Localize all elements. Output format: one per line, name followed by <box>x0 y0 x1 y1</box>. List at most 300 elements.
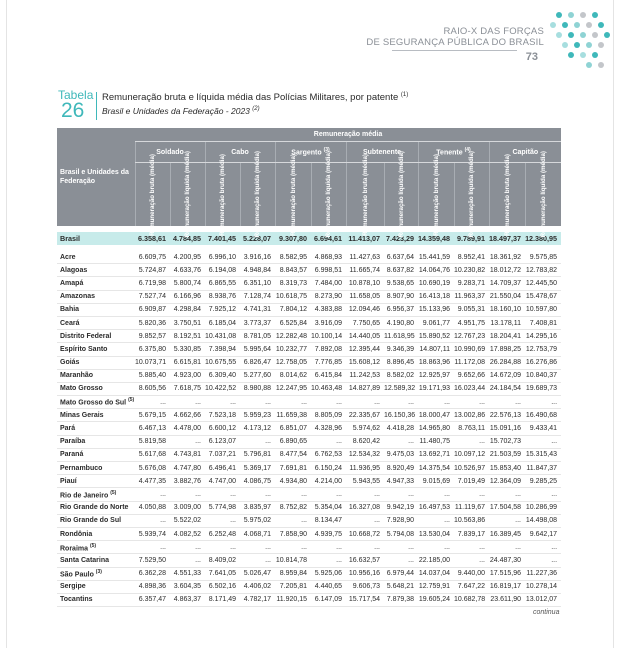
net-value-cell: 3.835,97 <box>240 501 275 514</box>
net-value-cell: 9.538,65 <box>384 277 418 290</box>
net-value-cell: 4.190,80 <box>384 316 418 329</box>
gross-value-cell: 16.389,45 <box>489 527 525 540</box>
gross-value-cell: 10.675,55 <box>205 356 240 369</box>
gross-value-cell: 6.252,48 <box>205 527 240 540</box>
net-remuneration-header <box>384 151 418 238</box>
net-value-cell: 4.086,75 <box>240 475 275 488</box>
decorative-dot-icon <box>556 12 562 18</box>
net-value-cell: ... <box>454 435 489 448</box>
table-row <box>57 409 561 422</box>
net-value-cell: 8.273,90 <box>311 290 346 303</box>
gross-value-cell: 8.014,62 <box>275 369 311 382</box>
net-value-cell: ... <box>384 435 418 448</box>
uf-name-cell <box>57 554 135 567</box>
net-value-cell: 4.863,37 <box>170 593 205 606</box>
decorative-dot-icon <box>562 42 568 48</box>
gross-value-cell: 10.956,16 <box>346 567 384 580</box>
decorative-dot-icon <box>574 42 580 48</box>
rank-header <box>418 142 489 163</box>
decorative-dot-icon <box>568 12 574 18</box>
gross-value-cell: 8.582,95 <box>275 251 311 264</box>
gross-value-cell: 14.965,80 <box>418 422 454 435</box>
gross-value-cell: 6.609,75 <box>135 251 170 264</box>
gross-value-cell: 6.996,10 <box>205 251 240 264</box>
header-line-1: RAIO-X DAS FORÇAS <box>443 26 544 37</box>
net-value-cell: 8.781,05 <box>240 330 275 343</box>
gross-remuneration-header <box>275 153 311 236</box>
gross-value-cell: 10.422,52 <box>205 382 240 395</box>
table-row <box>57 422 561 435</box>
gross-value-cell: 14.807,11 <box>418 343 454 356</box>
net-remuneration-header <box>170 151 205 238</box>
gross-value-cell: 5.724,87 <box>135 264 170 277</box>
net-value-cell: 4.747,80 <box>170 462 205 475</box>
uf-name-cell <box>57 475 135 488</box>
rotated-header-label: Remuneração líquida (média) <box>539 151 547 238</box>
gross-value-cell: 11.659,38 <box>275 409 311 422</box>
decorative-dot-icon <box>580 32 586 38</box>
net-remuneration-header <box>311 151 346 238</box>
net-value-cell: 10.682,78 <box>454 593 489 606</box>
net-value-cell: ... <box>311 396 346 409</box>
net-value-cell: 9.346,39 <box>384 343 418 356</box>
uf-name: Rio de Janeiro <box>60 492 109 500</box>
net-value-cell: 5.959,23 <box>240 409 275 422</box>
net-value-cell: 4.082,52 <box>170 527 205 540</box>
uf-name-cell <box>57 514 135 527</box>
net-value-cell: ... <box>170 488 205 501</box>
uf-name: Minas Gerais <box>60 411 104 419</box>
net-value-cell: 9.789,91 <box>454 232 489 245</box>
net-value-cell: 10.100,14 <box>311 330 346 343</box>
gross-value-cell: 12.094,46 <box>346 303 384 316</box>
net-value-cell: 4.951,75 <box>454 316 489 329</box>
gross-value-cell: 12.534,32 <box>346 448 384 461</box>
rotated-header-label: Remuneração líquida (média) <box>325 151 332 238</box>
uf-name: Amapá <box>60 279 84 287</box>
gross-value-cell: 11.242,53 <box>346 369 384 382</box>
rotated-header-label: Remuneração bruta (média) <box>289 153 297 236</box>
net-value-cell: 11.847,37 <box>525 462 561 475</box>
uf-name: Piauí <box>60 477 77 485</box>
gross-value-cell: 10.668,72 <box>346 527 384 540</box>
gross-value-cell: 19.171,93 <box>418 382 454 395</box>
gross-value-cell: 9.852,57 <box>135 330 170 343</box>
decorative-dot-icon <box>580 12 586 18</box>
net-value-cell: 14.498,08 <box>525 514 561 527</box>
net-value-cell: 9.433,41 <box>525 422 561 435</box>
gross-value-cell: ... <box>135 541 170 554</box>
net-value-cell: 13.012,07 <box>525 593 561 606</box>
gross-value-cell: 21.503,59 <box>489 448 525 461</box>
net-value-cell: 4.406,02 <box>240 580 275 593</box>
gross-remuneration-header <box>205 153 240 236</box>
uf-name: Paraná <box>60 451 84 459</box>
net-value-cell: 6.147,09 <box>311 593 346 606</box>
net-value-cell: ... <box>525 488 561 501</box>
gross-value-cell: 5.676,08 <box>135 462 170 475</box>
uf-note: (5) <box>110 489 117 496</box>
gross-value-cell: ... <box>418 514 454 527</box>
uf-name-cell <box>57 448 135 461</box>
net-value-cell: 5.925,06 <box>311 567 346 580</box>
table-row <box>57 303 561 316</box>
net-value-cell: 6.150,24 <box>311 462 346 475</box>
uf-name: Alagoas <box>60 266 88 274</box>
net-value-cell: ... <box>240 541 275 554</box>
gross-value-cell: 4.898,36 <box>135 580 170 593</box>
net-value-cell: 15.315,43 <box>525 448 561 461</box>
net-value-cell: ... <box>240 396 275 409</box>
gross-value-cell: 10.690,19 <box>418 277 454 290</box>
net-value-cell: 8.192,51 <box>170 330 205 343</box>
net-value-cell: 8.805,09 <box>311 409 346 422</box>
net-value-cell: 5.522,02 <box>170 514 205 527</box>
remuneracao-media-header: Remuneração média <box>135 128 561 142</box>
net-value-cell: 4.939,75 <box>311 527 346 540</box>
gross-value-cell: 15.091,16 <box>489 422 525 435</box>
gross-value-cell: 15.608,12 <box>346 356 384 369</box>
gross-value-cell: 10.431,08 <box>205 330 240 343</box>
page-number: 73 <box>525 51 538 63</box>
gross-value-cell: ... <box>135 396 170 409</box>
net-value-cell: 10.840,37 <box>525 369 561 382</box>
uf-name-cell <box>57 343 135 356</box>
decorative-dot-icon <box>568 52 574 58</box>
gross-remuneration-header <box>346 153 384 236</box>
uf-name: Ceará <box>60 319 80 327</box>
net-value-cell: ... <box>454 488 489 501</box>
rotated-header-label: Remuneração líquida (média) <box>468 151 475 238</box>
net-value-cell: 8.907,90 <box>384 290 418 303</box>
net-value-cell: 4.947,33 <box>384 475 418 488</box>
net-value-cell: 5.975,02 <box>240 514 275 527</box>
table-row <box>57 475 561 488</box>
gross-value-cell: 6.309,40 <box>205 369 240 382</box>
remuneration-table <box>57 128 561 607</box>
net-value-cell: 10.990,69 <box>454 343 489 356</box>
gross-value-cell: 17.515,96 <box>489 567 525 580</box>
net-value-cell: ... <box>311 435 346 448</box>
net-value-cell: 13.002,86 <box>454 409 489 422</box>
gross-value-cell: 11.480,75 <box>418 435 454 448</box>
net-value-cell: ... <box>384 488 418 501</box>
gross-value-cell: ... <box>205 396 240 409</box>
gross-value-cell: 7.529,50 <box>135 554 170 567</box>
net-value-cell: 4.068,71 <box>240 527 275 540</box>
gross-value-cell: 14.064,76 <box>418 264 454 277</box>
net-value-cell: 16.276,86 <box>525 356 561 369</box>
net-value-cell: ... <box>240 488 275 501</box>
gross-value-cell: 8.171,49 <box>205 593 240 606</box>
gross-value-cell: 6.865,55 <box>205 277 240 290</box>
net-value-cell: 16.023,44 <box>454 382 489 395</box>
rank-header-note: (3) <box>323 147 330 154</box>
net-value-cell: 5.794,08 <box>384 527 418 540</box>
gross-value-cell: ... <box>135 514 170 527</box>
net-value-cell: 10.463,48 <box>311 382 346 395</box>
title-note: (1) <box>400 92 409 98</box>
title-divider <box>96 92 97 120</box>
rank-header-label: Subtenente <box>362 148 402 156</box>
gross-value-cell: 13.530,04 <box>418 527 454 540</box>
net-value-cell: ... <box>170 554 205 567</box>
table-row <box>57 488 561 501</box>
uf-column-header: Brasil e Unidades da Federação <box>57 128 135 226</box>
gross-value-cell: 22.185,00 <box>418 554 454 567</box>
gross-value-cell: ... <box>489 396 525 409</box>
decorative-dot-icon <box>580 52 586 58</box>
gross-value-cell: 7.858,90 <box>275 527 311 540</box>
uf-name-cell <box>57 330 135 343</box>
decorative-dot-icon <box>556 32 562 38</box>
net-value-cell: 7.839,17 <box>454 527 489 540</box>
gross-value-cell: 14.037,04 <box>418 567 454 580</box>
gross-value-cell: 15.441,59 <box>418 251 454 264</box>
gross-value-cell: 14.375,54 <box>418 462 454 475</box>
gross-value-cell: 17.504,58 <box>489 501 525 514</box>
table-row <box>57 580 561 593</box>
decorative-dot-icon <box>586 22 592 28</box>
decorative-dot-icon <box>592 52 598 58</box>
gross-value-cell: 12.759,91 <box>418 580 454 593</box>
gross-value-cell: 18.497,37 <box>489 232 525 245</box>
gross-value-cell: 4.477,35 <box>135 475 170 488</box>
gross-value-cell: 9.307,80 <box>275 232 311 245</box>
gross-value-cell: 5.939,74 <box>135 527 170 540</box>
net-value-cell: 5.800,74 <box>170 277 205 290</box>
net-value-cell: 4.383,88 <box>311 303 346 316</box>
gross-value-cell: 6.909,87 <box>135 303 170 316</box>
gross-value-cell: 6.375,80 <box>135 343 170 356</box>
gross-remuneration-header <box>135 153 170 236</box>
rank-header-label: Tenente <box>436 149 463 157</box>
net-value-cell: 5.648,21 <box>384 580 418 593</box>
uf-name: Roraima <box>60 544 89 552</box>
net-remuneration-header <box>454 151 489 238</box>
gross-value-cell: 5.943,55 <box>346 475 384 488</box>
table-subtitle <box>102 106 260 116</box>
gross-value-cell: 8.959,84 <box>275 567 311 580</box>
gross-value-cell: 21.550,04 <box>489 290 525 303</box>
rank-header <box>346 142 418 163</box>
net-value-cell: 10.097,12 <box>454 448 489 461</box>
rotated-header-label: Remuneração líquida (média) <box>397 151 405 238</box>
uf-name-cell <box>57 541 135 554</box>
net-value-cell: ... <box>311 541 346 554</box>
net-value-cell: 7.928,90 <box>384 514 418 527</box>
uf-name-cell <box>57 409 135 422</box>
gross-value-cell: 16.327,08 <box>346 501 384 514</box>
gross-value-cell: 18.361,92 <box>489 251 525 264</box>
gross-value-cell: ... <box>205 488 240 501</box>
net-value-cell: 7.019,49 <box>454 475 489 488</box>
rotated-header-label: Remuneração bruta (média) <box>432 153 440 236</box>
net-value-cell: 6.762,53 <box>311 448 346 461</box>
gross-value-cell: 8.938,76 <box>205 290 240 303</box>
net-value-cell: 5.228,07 <box>240 232 275 245</box>
uf-name: Mato Grosso <box>60 385 103 393</box>
net-value-cell: 4.633,76 <box>170 264 205 277</box>
net-value-cell: 10.526,97 <box>454 462 489 475</box>
net-value-cell: 4.328,96 <box>311 422 346 435</box>
gross-value-cell: 6.123,07 <box>205 435 240 448</box>
rank-header <box>489 142 561 163</box>
gross-value-cell: 5.679,15 <box>135 409 170 422</box>
gross-value-cell: 10.232,77 <box>275 343 311 356</box>
uf-name: Maranhão <box>60 372 94 380</box>
gross-value-cell: 22.335,67 <box>346 409 384 422</box>
gross-value-cell: 15.853,40 <box>489 462 525 475</box>
table-row <box>57 593 561 606</box>
gross-value-cell: 7.398,94 <box>205 343 240 356</box>
gross-value-cell: 8.752,82 <box>275 501 311 514</box>
net-value-cell: 12.753,79 <box>525 343 561 356</box>
uf-note: (5) <box>89 542 97 549</box>
uf-name-cell <box>57 277 135 290</box>
net-value-cell: 4.214,00 <box>311 475 346 488</box>
net-value-cell: 11.618,95 <box>384 330 418 343</box>
rank-header-label: Soldado <box>156 148 184 156</box>
gross-value-cell: 16.632,57 <box>346 554 384 567</box>
decorative-dot-icon <box>598 62 604 68</box>
decorative-dot-icon <box>604 32 610 38</box>
net-value-cell: 6.351,10 <box>240 277 275 290</box>
header-divider <box>392 50 517 51</box>
gross-value-cell: ... <box>489 488 525 501</box>
net-value-cell: 3.009,00 <box>170 501 205 514</box>
report-header <box>366 26 544 48</box>
gross-value-cell: 16.497,53 <box>418 501 454 514</box>
gross-value-cell: 12.247,95 <box>275 382 311 395</box>
net-value-cell: 10.230,82 <box>454 264 489 277</box>
gross-value-cell: 14.827,89 <box>346 382 384 395</box>
gross-value-cell: 6.185,04 <box>205 316 240 329</box>
decorative-dot-icon <box>586 42 592 48</box>
uf-name: Rio Grande do Norte <box>60 504 129 512</box>
net-value-cell: ... <box>454 554 489 567</box>
uf-name-cell <box>57 251 135 264</box>
table-row <box>57 343 561 356</box>
uf-name-cell <box>57 303 135 316</box>
decorative-dots-icon <box>542 8 612 68</box>
gross-value-cell: 23.611,90 <box>489 593 525 606</box>
gross-value-cell: 7.804,12 <box>275 303 311 316</box>
table-title <box>102 92 408 103</box>
table-row <box>57 501 561 514</box>
gross-value-cell: 7.205,81 <box>275 580 311 593</box>
gross-value-cell: 11.413,07 <box>346 232 384 245</box>
net-value-cell: ... <box>525 396 561 409</box>
gross-value-cell: ... <box>275 514 311 527</box>
table-row <box>57 316 561 329</box>
gross-value-cell: 15.133,96 <box>418 303 454 316</box>
net-value-cell: 8.896,45 <box>384 356 418 369</box>
gross-value-cell: 4.050,88 <box>135 501 170 514</box>
gross-value-cell: ... <box>205 541 240 554</box>
gross-value-cell: ... <box>418 488 454 501</box>
uf-name: Santa Catarina <box>60 556 110 564</box>
gross-value-cell: 7.527,74 <box>135 290 170 303</box>
net-remuneration-header <box>240 151 275 238</box>
gross-value-cell: 26.284,88 <box>489 356 525 369</box>
uf-name: Paraíba <box>60 438 86 446</box>
gross-value-cell: 6.194,08 <box>205 264 240 277</box>
gross-value-cell: 19.605,24 <box>418 593 454 606</box>
gross-value-cell: 12.282,48 <box>275 330 311 343</box>
table-subtitle-text: Brasil e Unidades da Federação - 2023 <box>102 106 250 116</box>
gross-value-cell: 14.709,37 <box>489 277 525 290</box>
net-value-cell: 3.882,76 <box>170 475 205 488</box>
net-value-cell: 5.369,17 <box>240 462 275 475</box>
uf-name-cell <box>57 422 135 435</box>
rotated-header-label: Remuneração líquida (média) <box>254 151 261 238</box>
net-value-cell: 4.173,12 <box>240 422 275 435</box>
net-value-cell: 8.582,02 <box>384 369 418 382</box>
net-value-cell: 6.956,37 <box>384 303 418 316</box>
table-row <box>57 264 561 277</box>
uf-name-cell <box>57 264 135 277</box>
uf-name-cell <box>57 593 135 606</box>
table-row <box>57 554 561 567</box>
table-row <box>57 448 561 461</box>
table-row <box>57 435 561 448</box>
net-value-cell: 4.478,00 <box>170 422 205 435</box>
net-value-cell: 8.637,82 <box>384 264 418 277</box>
net-value-cell: ... <box>525 541 561 554</box>
net-value-cell: 14.295,16 <box>525 330 561 343</box>
net-value-cell: 10.597,80 <box>525 303 561 316</box>
net-value-cell: 4.741,31 <box>240 303 275 316</box>
gross-value-cell: 18.204,41 <box>489 330 525 343</box>
net-value-cell: 5.995,64 <box>240 343 275 356</box>
net-value-cell: ... <box>240 435 275 448</box>
uf-name: Bahia <box>60 306 80 314</box>
gross-value-cell: 8.620,42 <box>346 435 384 448</box>
gross-value-cell: ... <box>418 541 454 554</box>
gross-value-cell: ... <box>346 488 384 501</box>
uf-name: Espírito Santo <box>60 345 108 353</box>
net-value-cell: 5.796,81 <box>240 448 275 461</box>
gross-value-cell: ... <box>275 396 311 409</box>
gross-value-cell: ... <box>135 488 170 501</box>
net-value-cell: ... <box>525 435 561 448</box>
gross-value-cell: 5.819,58 <box>135 435 170 448</box>
gross-value-cell: 12.925,97 <box>418 369 454 382</box>
net-value-cell: 12.783,82 <box>525 264 561 277</box>
gross-value-cell: ... <box>275 488 311 501</box>
gross-remuneration-header <box>489 153 525 236</box>
net-value-cell: 10.286,99 <box>525 501 561 514</box>
gross-value-cell: 11.920,15 <box>275 593 311 606</box>
gross-value-cell: 7.401,45 <box>205 232 240 245</box>
uf-name: Brasil <box>60 234 80 243</box>
gross-value-cell: 15.702,73 <box>489 435 525 448</box>
rank-header <box>205 142 275 163</box>
net-value-cell: 4.868,93 <box>311 251 346 264</box>
net-value-cell: 16.150,36 <box>384 409 418 422</box>
gross-value-cell: 5.820,36 <box>135 316 170 329</box>
net-value-cell: 4.743,81 <box>170 448 205 461</box>
uf-name-cell <box>57 488 135 501</box>
gross-value-cell: 6.362,28 <box>135 567 170 580</box>
gross-value-cell: 7.037,21 <box>205 448 240 461</box>
gross-value-cell: 7.523,18 <box>205 409 240 422</box>
net-value-cell: 15.478,67 <box>525 290 561 303</box>
gross-value-cell: ... <box>346 514 384 527</box>
net-value-cell: 10.278,14 <box>525 580 561 593</box>
gross-value-cell: 18.863,96 <box>418 356 454 369</box>
